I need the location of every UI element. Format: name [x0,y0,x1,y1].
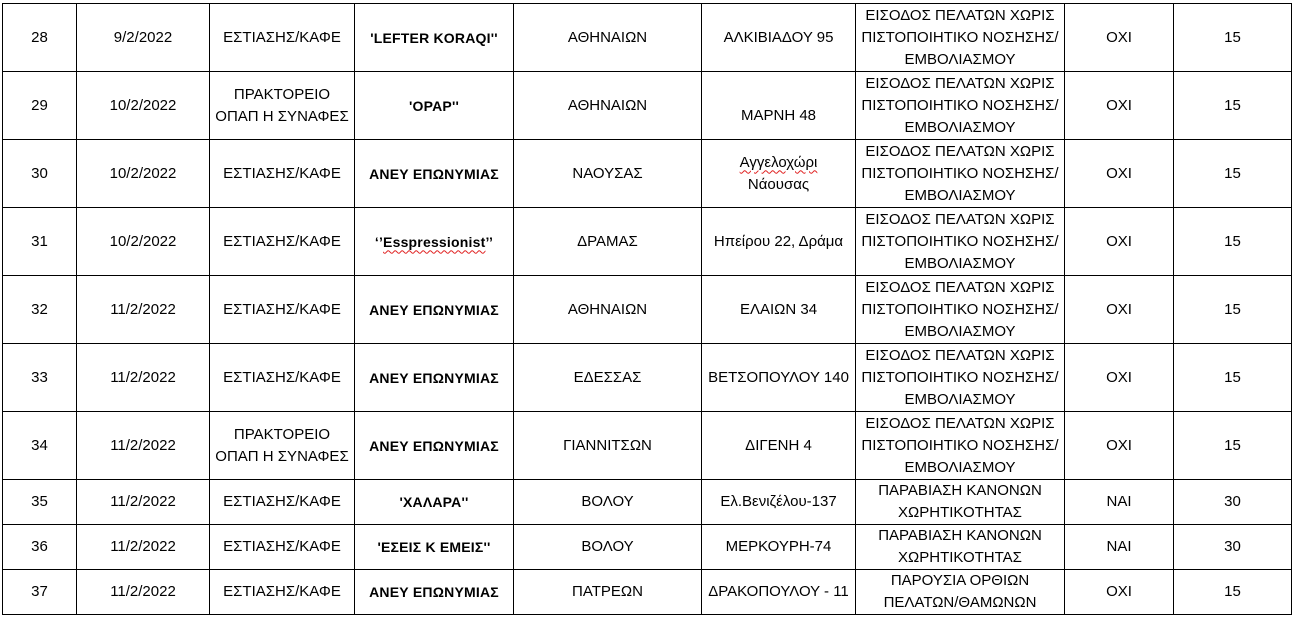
cell-region: ΕΔΕΣΣΑΣ [514,344,702,412]
table-row [3,4,1292,72]
cell-number: 29 [3,72,77,140]
cell-days: 15 [1174,570,1292,615]
cell-date: 10/2/2022 [77,72,210,140]
cell-closure: ΝΑΙ [1065,525,1174,570]
cell-closure: ΝΑΙ [1065,480,1174,525]
cell-violation: ΠΑΡΑΒΙΑΣΗ ΚΑΝΟΝΩΝ ΧΩΡΗΤΙΚΟΤΗΤΑΣ [856,480,1065,525]
cell-business-type: ΕΣΤΙΑΣΗΣ/ΚΑΦΕ [210,525,355,570]
table-row [3,480,1292,525]
cell-violation: ΠΑΡΟΥΣΙΑ ΟΡΘΙΩΝ ΠΕΛΑΤΩΝ/ΘΑΜΩΝΩΝ [856,570,1065,615]
cell-business-type: ΠΡΑΚΤΟΡΕΙΟ ΟΠΑΠ Η ΣΥΝΑΦΕΣ [210,412,355,480]
cell-violation: ΕΙΣΟΔΟΣ ΠΕΛΑΤΩΝ ΧΩΡΙΣ ΠΙΣΤΟΠΟΙΗΤΙΚΟ ΝΟΣΗΣΗΣ/ΕΜΒΟΛΙΑΣΜΟΥ [856,72,1065,140]
cell-number: 37 [3,570,77,615]
cell-number: 35 [3,480,77,525]
cell-business-name: 'ΧΑΛΑΡΑ'' [355,480,514,525]
cell-address: ΕΛΑΙΩΝ 34 [702,276,856,344]
cell-business-type: ΕΣΤΙΑΣΗΣ/ΚΑΦΕ [210,570,355,615]
table-row [3,72,1292,140]
cell-closure: ΟΧΙ [1065,208,1174,276]
cell-number: 30 [3,140,77,208]
address-part: Νάουσας [747,175,810,193]
cell-address: Ελ.Βενιζέλου-137 [702,480,856,525]
cell-violation: ΕΙΣΟΔΟΣ ΠΕΛΑΤΩΝ ΧΩΡΙΣ ΠΙΣΤΟΠΟΙΗΤΙΚΟ ΝΟΣΗΣΗΣ/ΕΜΒΟΛΙΑΣΜΟΥ [856,4,1065,72]
cell-business-name [355,208,514,276]
cell-region: ΒΟΛΟΥ [514,525,702,570]
cell-address: ΔΙΓΕΝΗ 4 [702,412,856,480]
cell-number: 31 [3,208,77,276]
cell-business-type: ΕΣΤΙΑΣΗΣ/ΚΑΦΕ [210,140,355,208]
cell-closure: ΟΧΙ [1065,276,1174,344]
cell-date: 11/2/2022 [77,525,210,570]
cell-address: ΔΡΑΚΟΠΟΥΛΟΥ - 11 [702,570,856,615]
cell-business-name: ΑΝΕΥ ΕΠΩΝΥΜΙΑΣ [355,412,514,480]
table-row [3,525,1292,570]
cell-closure: ΟΧΙ [1065,4,1174,72]
cell-days: 15 [1174,344,1292,412]
cell-date: 10/2/2022 [77,208,210,276]
cell-region: ΑΘΗΝΑΙΩΝ [514,72,702,140]
cell-closure: ΟΧΙ [1065,570,1174,615]
cell-closure: ΟΧΙ [1065,140,1174,208]
cell-business-type: ΕΣΤΙΑΣΗΣ/ΚΑΦΕ [210,344,355,412]
cell-date: 11/2/2022 [77,570,210,615]
cell-region: ΔΡΑΜΑΣ [514,208,702,276]
table-row [3,412,1292,480]
table-row [3,344,1292,412]
cell-date: 11/2/2022 [77,344,210,412]
cell-days: 15 [1174,412,1292,480]
cell-date: 11/2/2022 [77,276,210,344]
cell-number: 33 [3,344,77,412]
address-part: Αγγελοχώρι [739,153,818,171]
cell-business-name: ΑΝΕΥ ΕΠΩΝΥΜΙΑΣ [355,276,514,344]
cell-business-name: ΑΝΕΥ ΕΠΩΝΥΜΙΑΣ [355,140,514,208]
cell-number: 36 [3,525,77,570]
cell-closure: ΟΧΙ [1065,412,1174,480]
cell-region: ΓΙΑΝΝΙΤΣΩΝ [514,412,702,480]
quote-close: ’’ [485,233,494,250]
cell-address: Ηπείρου 22, Δράμα [702,208,856,276]
table-row [3,208,1292,276]
cell-business-type: ΕΣΤΙΑΣΗΣ/ΚΑΦΕ [210,4,355,72]
cell-region: ΑΘΗΝΑΙΩΝ [514,276,702,344]
table-row [3,140,1292,208]
cell-days: 15 [1174,140,1292,208]
table-row [3,570,1292,615]
cell-address: ΜΑΡΝΗ 48 [702,72,856,140]
cell-business-type: ΕΣΤΙΑΣΗΣ/ΚΑΦΕ [210,208,355,276]
cell-days: 15 [1174,276,1292,344]
cell-business-name: 'ΕΣΕΙΣ Κ ΕΜΕΙΣ'' [355,525,514,570]
cell-violation: ΕΙΣΟΔΟΣ ΠΕΛΑΤΩΝ ΧΩΡΙΣ ΠΙΣΤΟΠΟΙΗΤΙΚΟ ΝΟΣΗΣΗΣ/ΕΜΒΟΛΙΑΣΜΟΥ [856,276,1065,344]
cell-address [702,140,856,208]
cell-number: 28 [3,4,77,72]
cell-closure: ΟΧΙ [1065,344,1174,412]
cell-region: ΝΑΟΥΣΑΣ [514,140,702,208]
cell-date: 10/2/2022 [77,140,210,208]
cell-violation: ΠΑΡΑΒΙΑΣΗ ΚΑΝΟΝΩΝ ΧΩΡΗΤΙΚΟΤΗΤΑΣ [856,525,1065,570]
cell-violation: ΕΙΣΟΔΟΣ ΠΕΛΑΤΩΝ ΧΩΡΙΣ ΠΙΣΤΟΠΟΙΗΤΙΚΟ ΝΟΣΗΣΗΣ/ΕΜΒΟΛΙΑΣΜΟΥ [856,140,1065,208]
cell-violation: ΕΙΣΟΔΟΣ ΠΕΛΑΤΩΝ ΧΩΡΙΣ ΠΙΣΤΟΠΟΙΗΤΙΚΟ ΝΟΣΗΣΗΣ/ΕΜΒΟΛΙΑΣΜΟΥ [856,344,1065,412]
cell-days: 15 [1174,4,1292,72]
cell-business-type: ΕΣΤΙΑΣΗΣ/ΚΑΦΕ [210,276,355,344]
cell-address: ΑΛΚΙΒΙΑΔΟΥ 95 [702,4,856,72]
cell-business-name: 'ΟΡΑΡ'' [355,72,514,140]
cell-days: 30 [1174,525,1292,570]
cell-date: 11/2/2022 [77,412,210,480]
cell-date: 11/2/2022 [77,480,210,525]
table-row [3,276,1292,344]
cell-address: ΒΕΤΣΟΠΟΥΛΟΥ 140 [702,344,856,412]
business-name-word: Esspressionist [383,233,486,250]
cell-days: 15 [1174,208,1292,276]
cell-violation: ΕΙΣΟΔΟΣ ΠΕΛΑΤΩΝ ΧΩΡΙΣ ΠΙΣΤΟΠΟΙΗΤΙΚΟ ΝΟΣΗΣΗΣ/ΕΜΒΟΛΙΑΣΜΟΥ [856,208,1065,276]
cell-days: 30 [1174,480,1292,525]
cell-region: ΑΘΗΝΑΙΩΝ [514,4,702,72]
cell-closure: ΟΧΙ [1065,72,1174,140]
cell-business-type: ΕΣΤΙΑΣΗΣ/ΚΑΦΕ [210,480,355,525]
cell-business-name: 'LEFTER KORAQI'' [355,4,514,72]
cell-business-type: ΠΡΑΚΤΟΡΕΙΟ ΟΠΑΠ Η ΣΥΝΑΦΕΣ [210,72,355,140]
cell-region: ΒΟΛΟΥ [514,480,702,525]
cell-address: ΜΕΡΚΟΥΡΗ-74 [702,525,856,570]
cell-business-name: ΑΝΕΥ ΕΠΩΝΥΜΙΑΣ [355,344,514,412]
violations-table [2,3,1292,615]
cell-number: 34 [3,412,77,480]
cell-region: ΠΑΤΡΕΩΝ [514,570,702,615]
cell-business-name: ΑΝΕΥ ΕΠΩΝΥΜΙΑΣ [355,570,514,615]
cell-number: 32 [3,276,77,344]
quote-open: ‘’ [374,233,384,250]
cell-violation: ΕΙΣΟΔΟΣ ΠΕΛΑΤΩΝ ΧΩΡΙΣ ΠΙΣΤΟΠΟΙΗΤΙΚΟ ΝΟΣΗΣΗΣ/ΕΜΒΟΛΙΑΣΜΟΥ [856,412,1065,480]
cell-date: 9/2/2022 [77,4,210,72]
cell-days: 15 [1174,72,1292,140]
